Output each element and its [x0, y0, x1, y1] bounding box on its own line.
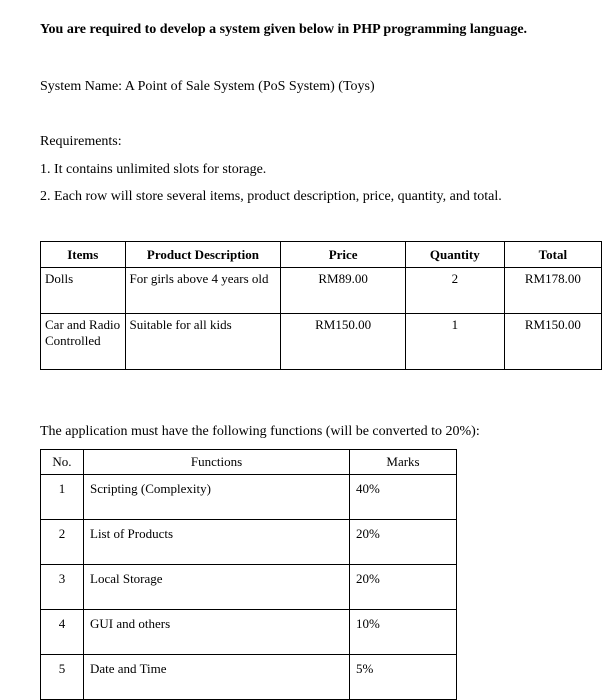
header-items: Items [41, 242, 126, 268]
products-header-row [41, 242, 602, 268]
products-table [40, 241, 602, 370]
function-cell: GUI and others [84, 610, 350, 655]
marks-cell: 20% [350, 565, 457, 610]
price-cell: RM89.00 [281, 268, 406, 314]
quantity-cell: 1 [405, 314, 504, 370]
no-cell: 4 [41, 610, 84, 655]
item-cell: Car and Radio Controlled [41, 314, 126, 370]
header-functions: Functions [84, 450, 350, 475]
no-cell: 2 [41, 520, 84, 565]
marks-cell: 20% [350, 520, 457, 565]
function-cell: Date and Time [84, 655, 350, 700]
table-row [41, 520, 457, 565]
table-row [41, 314, 602, 370]
marks-cell: 40% [350, 475, 457, 520]
header-product-description: Product Description [125, 242, 281, 268]
marks-cell: 5% [350, 655, 457, 700]
assignment-heading: You are required to develop a system given below in PHP programming language. [40, 22, 528, 37]
item-cell: Dolls [41, 268, 126, 314]
function-cell: Local Storage [84, 565, 350, 610]
quantity-cell: 2 [405, 268, 504, 314]
functions-table [40, 449, 457, 700]
requirements-title: Requirements: [40, 134, 122, 149]
table-row [41, 268, 602, 314]
requirement-item-1: 1. It contains unlimited slots for storage. [40, 162, 267, 177]
description-cell: For girls above 4 years old [125, 268, 281, 314]
requirement-item-2: 2. Each row will store several items, product description, price, quantity, and total. [40, 189, 502, 204]
header-price: Price [281, 242, 406, 268]
table-row [41, 565, 457, 610]
functions-intro: The application must have the following functions (will be converted to 20%): [40, 424, 480, 439]
header-total: Total [504, 242, 601, 268]
no-cell: 5 [41, 655, 84, 700]
header-no: No. [41, 450, 84, 475]
function-cell: List of Products [84, 520, 350, 565]
function-cell: Scripting (Complexity) [84, 475, 350, 520]
marks-cell: 10% [350, 610, 457, 655]
total-cell: RM178.00 [504, 268, 601, 314]
header-quantity: Quantity [405, 242, 504, 268]
functions-header-row [41, 450, 457, 475]
no-cell: 1 [41, 475, 84, 520]
total-cell: RM150.00 [504, 314, 601, 370]
table-row [41, 610, 457, 655]
no-cell: 3 [41, 565, 84, 610]
description-cell: Suitable for all kids [125, 314, 281, 370]
table-row [41, 475, 457, 520]
price-cell: RM150.00 [281, 314, 406, 370]
header-marks: Marks [350, 450, 457, 475]
system-name: System Name: A Point of Sale System (PoS System) (Toys) [40, 79, 375, 94]
table-row [41, 655, 457, 700]
